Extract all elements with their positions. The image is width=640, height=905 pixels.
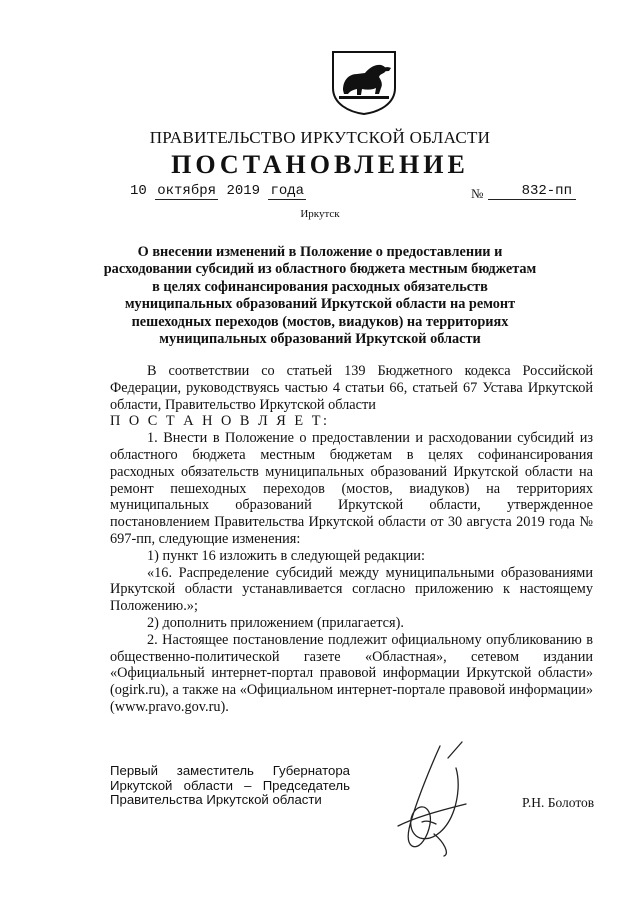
date-suffix: года (270, 183, 305, 199)
resolves-heading: П О С Т А Н О В Л Я Е Т: (110, 413, 330, 430)
item-1-1: 1) пункт 16 изложить в следующей редакции: (147, 547, 425, 564)
signatory-line-2: Иркутской области – Председатель (110, 777, 350, 793)
preamble: В соответствии со статьей 139 Бюджетного кодекса Российской Федерации, руководствуясь частью 4 статьи 66, статьей 67 Устава Иркутской области, Правительство Иркутской области (110, 363, 593, 413)
document-number: 832-пп (488, 183, 576, 200)
date-year: 2019 (226, 183, 261, 199)
signatory-line-1: Первый заместитель Губернатора (110, 763, 350, 778)
handwritten-signature-icon (378, 738, 488, 858)
item-1: 1. Внести в Положение о предоставлении и расходовании субсидий из областного бюджета местным бюджетам в целях софинансирования расходных обязательств муниципальных образований Иркутской области на ремонт пешеходных переходов (мостов, виадуков) на территориях муниципальных образований Иркутской области, утвержденное постановлением Правительства Иркутской области от 30 августа 2019 года № 697-пп, следующие изменения: (110, 430, 593, 547)
date-day: 10 (130, 183, 147, 199)
city: Иркутск (300, 208, 340, 220)
number-label: № (471, 186, 484, 201)
signatory-position (110, 764, 350, 808)
item-1-1-quote: «16. Распределение субсидий между муниципальными образованиями Иркутской области устанавливается согласно приложению к настоящему Положению.»; (110, 564, 593, 615)
signatory-name: Р.Н. Болотов (522, 795, 595, 810)
coat-of-arms-icon (331, 50, 397, 116)
signatory-line-3: Правительства Иркутской области (110, 792, 322, 808)
item-2: 2. Настоящее постановление подлежит официальному опубликованию в общественно-политической газете «Областная», сетевом издании «Официальный интернет-портал правовой информации Иркутской области» (ogirk.ru), а также на «Официальном интернет-портале правовой информации» (www.pravo.gov.ru). (110, 631, 593, 715)
organization-name: ПРАВИТЕЛЬСТВО ИРКУТСКОЙ ОБЛАСТИ (149, 128, 491, 147)
document-date (130, 183, 306, 199)
document-body (110, 363, 593, 716)
date-month: октября (157, 183, 217, 199)
document-title: О внесении изменений в Положение о предоставлении и расходовании субсидий из областного бюджета местным бюджетам в целях софинансирования расходных обязательств муниципальных образований Иркутской области на ремонт пешеходных переходов (мостов, виадуков) на территориях муниципальных образований Иркутской области (103, 244, 537, 348)
document-type: ПОСТАНОВЛЕНИЕ (171, 150, 469, 179)
item-1-2: 2) дополнить приложением (прилагается). (147, 614, 404, 631)
